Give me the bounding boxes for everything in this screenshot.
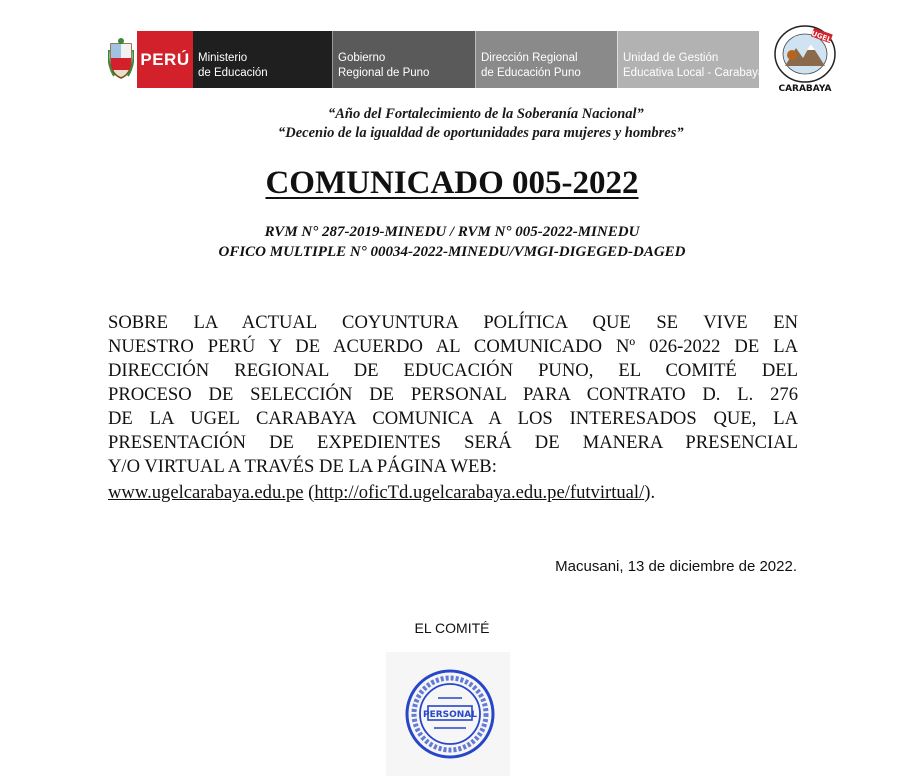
title-text: COMUNICADO 005-2022 [265,165,639,201]
peru-label: PERÚ [137,31,193,88]
body-line: NUESTRO PERÚ Y DE ACUERDO AL COMUNICADO Nº 026-2022 DE LA [108,336,798,357]
page-title [0,165,904,202]
motto-decade: “Decenio de la igualdad de oportunidades para mujeres y hombres” [278,125,684,141]
link-open-paren: ( [303,482,315,503]
reference-oficio: OFICO MULTIPLE N° 00034-2022-MINEDU/VMGI-DIGEGED-DAGED [218,244,686,260]
svg-text:UGEL: UGEL [810,29,833,45]
fut-virtual-link[interactable]: http://oficTd.ugelcarabaya.edu.pe/futvirtual/ [314,482,645,503]
regional-government-line2: Regional de Puno [338,67,430,79]
motto-year: “Año del Fortalecimiento de la Soberanía Nacional” [328,106,644,122]
regional-government-line1: Gobierno [338,52,386,64]
ugel-logo-caption: CARABAYA [778,84,832,94]
ugel-line1: Unidad de Gestión [623,52,719,64]
ugel-carabaya-logo-icon [766,22,844,94]
ministry-segment [193,31,332,88]
regional-direction-line2: de Educación Puno [481,67,581,79]
ugel-segment [617,31,765,88]
ugel-line2: Educativa Local - Carabaya [623,67,765,79]
reference-rvm: RVM N° 287-2019-MINEDU / RVM N° 005-2022-MINEDU [264,224,640,240]
body-line: SOBRE LA ACTUAL COYUNTURA POLÍTICA QUE SE VIVE EN [108,312,798,333]
official-stamp-icon [404,668,496,760]
committee-signature: EL COMITÉ [414,620,490,636]
date-line: Macusani, 13 de diciembre de 2022. [555,558,797,575]
peru-coat-of-arms-icon [104,31,137,88]
body-line: DIRECCIÓN REGIONAL DE EDUCACIÓN PUNO, EL COMITÉ DEL [108,360,798,381]
stamp-label: PERSONAL [422,710,478,720]
regional-direction-segment [475,31,617,88]
ugel-website-link[interactable]: www.ugelcarabaya.edu.pe [108,482,304,503]
body-paragraph [108,311,798,479]
link-close: ). [644,482,656,503]
regional-direction-line1: Dirección Regional [481,52,578,64]
body-line: PRESENTACIÓN DE EXPEDIENTES SERÁ DE MANERA PRESENCIAL [108,432,798,453]
ministry-line1: Ministerio [198,52,248,64]
body-line: Y/O VIRTUAL A TRAVÉS DE LA PÁGINA WEB: [108,456,497,477]
body-line: PROCESO DE SELECCIÓN DE PERSONAL PARA CONTRATO D. L. 276 [108,384,798,405]
body-line: DE LA UGEL CARABAYA COMUNICA A LOS INTERESADOS QUE, LA [108,408,798,429]
header-banner [104,31,765,88]
regional-government-segment [332,31,475,88]
ministry-line2: de Educación [198,67,268,79]
web-links [108,482,655,504]
